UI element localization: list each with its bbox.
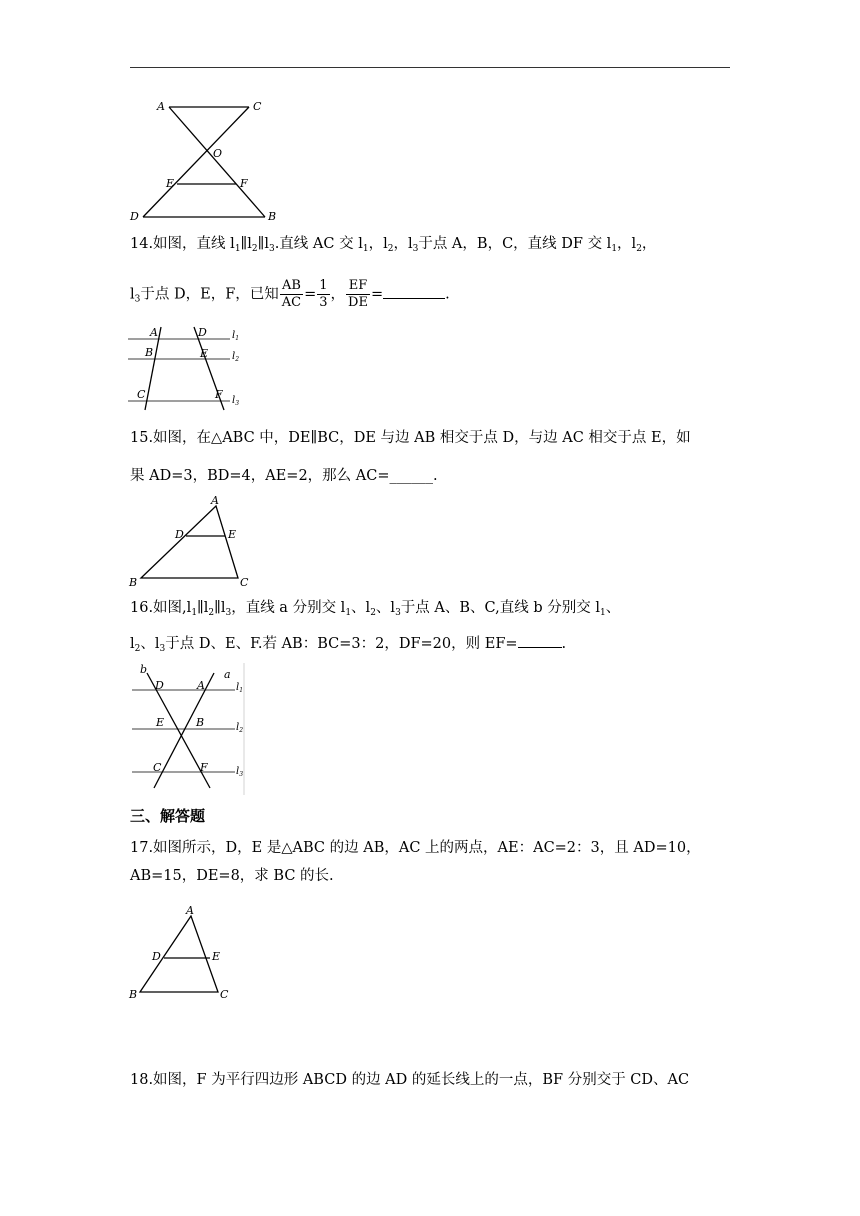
svg-text:l1: $l_1$ (232, 330, 240, 342)
label-B: B (129, 576, 138, 589)
label-F: F (200, 761, 208, 774)
q18-line1: 18.如图，F 为平行四边形 ABCD 的边 AD 的延长线上的一点，BF 分别交于 CD、AC (130, 1072, 690, 1088)
label-B: B (268, 210, 277, 223)
q16-line1: 16.如图$,l_1\parallel l_2\parallel l_3$，直线 a 分别交 $l_1$、$l_2$、$l_3$于点 A、B、C,直线 b 分别交 $l_1$、 (130, 600, 621, 618)
fraction-ef-de: $\frac{EF}{DE}$ (348, 278, 368, 310)
label-C: C (153, 761, 162, 774)
q15-line2: 果 AD=3，BD=4，AE=2，那么 AC=______. (130, 468, 438, 484)
label-C: C (240, 576, 249, 589)
figure-q15 (128, 494, 258, 589)
svg-text:l2: $l_2$ (232, 351, 240, 363)
q14-line1: 14.如图，直线 $l_1\parallel l_2\parallel l_3$.直线 AC 交 $l_1$，$l_2$，$l_3$于点 A，B，C，直线 DF 交 $l_1$，$l_2$， (130, 236, 657, 254)
label-E: E (212, 950, 221, 963)
figure-q13 (125, 95, 295, 230)
label-D: D (130, 210, 139, 223)
figure-q16 (128, 663, 253, 795)
label-D: D (152, 950, 161, 963)
label-A: A (197, 679, 205, 692)
label-B: B (196, 716, 205, 729)
fraction-one-third: $\frac{1}{3}$ (319, 278, 328, 310)
q15-line1: 15.如图，在△ABC 中，DE∥BC，DE 与边 AB 相交于点 D，与边 AC 相交于点 E，如 (130, 430, 691, 446)
label-D: D (198, 326, 207, 339)
label-F: F (215, 388, 223, 401)
answer-blank-q14 (383, 297, 445, 299)
svg-text:l2: $l_2$ (236, 722, 244, 734)
svg-text:l3: $l_3$ (232, 395, 240, 407)
label-A: A (211, 494, 219, 507)
label-C: C (253, 100, 262, 113)
q17-line2: AB=15，DE=8，求 BC 的长. (130, 868, 334, 884)
fraction-ab-ac: $\frac{AB}{AC}$ (281, 278, 302, 310)
label-D: D (155, 679, 164, 692)
section-heading: 三、解答题 (130, 807, 206, 825)
q16-line2: $l_2$、$l_3$于点 D、E、F.若 AB：BC=3：2，DF=20，则 EF= . (130, 636, 567, 654)
label-C: C (137, 388, 146, 401)
label-A: A (157, 100, 165, 113)
svg-text:l1: $l_1$ (236, 682, 244, 694)
label-a: a (224, 668, 231, 681)
label-O: O (213, 147, 223, 160)
svg-text:l3: $l_3$ (236, 766, 244, 778)
label-B: B (129, 988, 138, 1001)
answer-blank-q16 (518, 646, 562, 648)
header-rule (130, 67, 730, 68)
label-b: b (140, 663, 148, 676)
label-E: E (228, 528, 237, 541)
label-B: B (145, 346, 154, 359)
q17-line1: 17.如图所示，D，E 是△ABC 的边 AB，AC 上的两点，AE：AC=2：3，且 AD=10， (130, 840, 701, 856)
label-D: D (175, 528, 184, 541)
q14-line2: $l_3$于点 D，E，F，已知 $\frac{AB}{AC}$ = $\frac{1}{3}$ ， $\frac{EF}{DE}$ = . (130, 278, 450, 310)
label-C: C (220, 988, 229, 1001)
figure-q14 (128, 322, 258, 412)
label-E: E (156, 716, 165, 729)
label-F: F (240, 177, 248, 190)
label-A: A (186, 904, 194, 917)
label-E: E (200, 347, 209, 360)
figure-q17 (128, 903, 238, 1001)
label-E: E (166, 177, 175, 190)
label-A: A (150, 326, 158, 339)
